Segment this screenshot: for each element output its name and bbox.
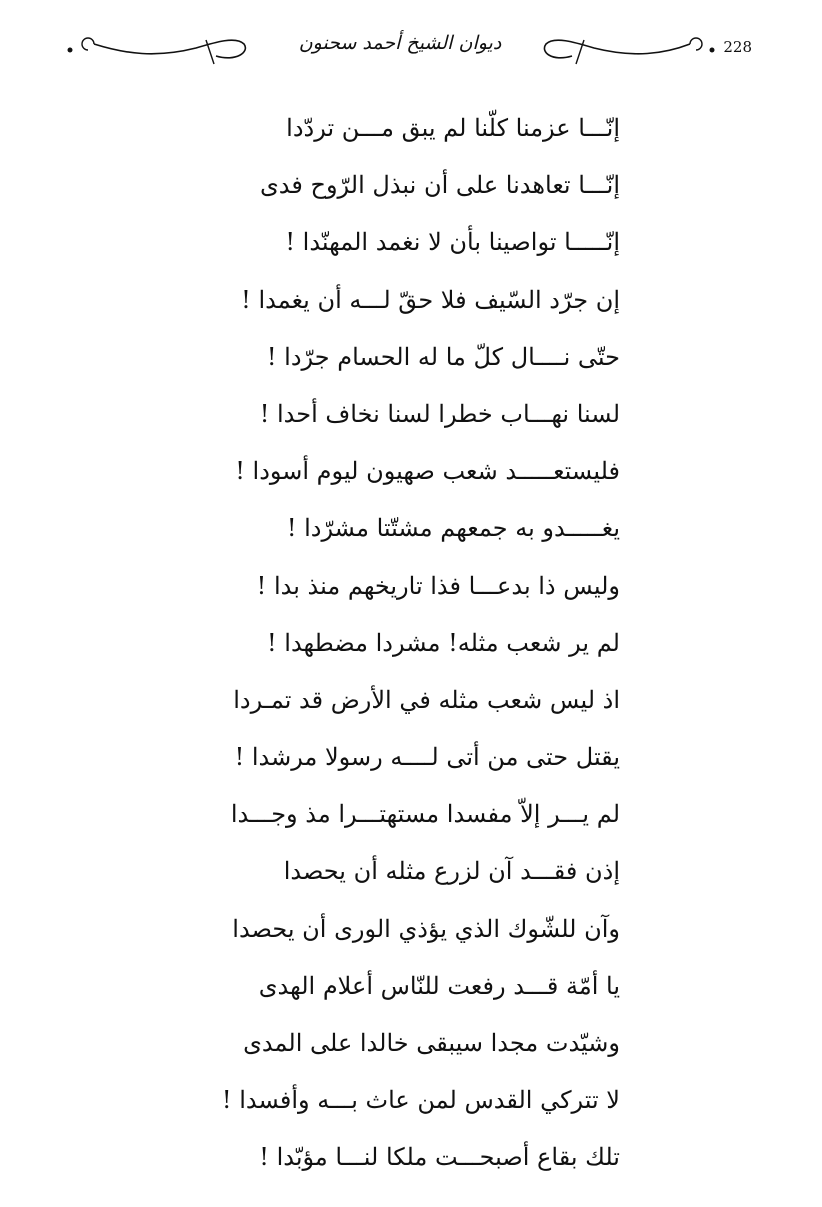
running-title: ديوان الشيخ أحمد سحنون	[298, 32, 502, 54]
right-flourish-ornament-icon	[540, 28, 720, 68]
verse-line: إذن فقـــد آن لزرع مثله أن يحصدا	[283, 857, 620, 886]
verse-line: اذ ليس شعب مثله في الأرض قد تمـردا	[233, 685, 620, 714]
verse-line: فليستعـــــد شعب صهيون ليوم أسودا !	[235, 457, 620, 486]
verse-line: وشيّدت مجدا سيبقى خالدا على المدى	[243, 1029, 620, 1057]
left-flourish-ornament-icon	[66, 28, 251, 68]
page-header	[0, 22, 822, 72]
verse-line: وليس ذا بدعـــا فذا تاريخهم منذ بدا !	[256, 571, 620, 600]
verse-line: لا تتركي القدس لمن عاث بـــه وأفسدا !	[221, 1086, 620, 1115]
verse-line: لم ير شعب مثله! مشردا مضطهدا !	[267, 628, 620, 657]
verse-line: إنّـــا عزمنا كلّنا لم يبق مـــن تردّدا	[286, 114, 620, 142]
verse-line: لم يـــر إلاّ مفسدا مستهتـــرا مذ وجـــدا	[230, 800, 620, 829]
verse-line: إنّـــا تعاهدنا على أن نبذل الرّوح فدى	[259, 171, 620, 200]
page-number: 228	[723, 38, 752, 56]
verse-line: وآن للشّوك الذي يؤذي الورى أن يحصدا	[232, 914, 620, 943]
verse-line: حتّى نــــال كلّ ما له الحسام جرّدا !	[266, 342, 620, 371]
verse-line: يا أمّة قـــد رفعت للنّاس أعلام الهدى	[258, 971, 620, 1000]
verse-line: يغـــــدو به جمعهم مشتّتا مشرّدا !	[286, 514, 620, 543]
verse-line: يقتل حتى من أتى لــــه رسولا مرشدا !	[234, 743, 620, 772]
verse-line: إن جرّد السّيف فلا حقّ لـــه أن يغمدا !	[241, 285, 620, 314]
verse-line: تلك بقاع أصبحـــت ملكا لنـــا مؤبّدا !	[259, 1143, 620, 1172]
verse-line: لسنا نهـــاب خطرا لسنا نخاف أحدا !	[259, 399, 620, 428]
poem-body	[150, 100, 620, 1187]
verse-line: إنّـــــا تواصينا بأن لا نغمد المهنّدا !	[285, 228, 620, 257]
